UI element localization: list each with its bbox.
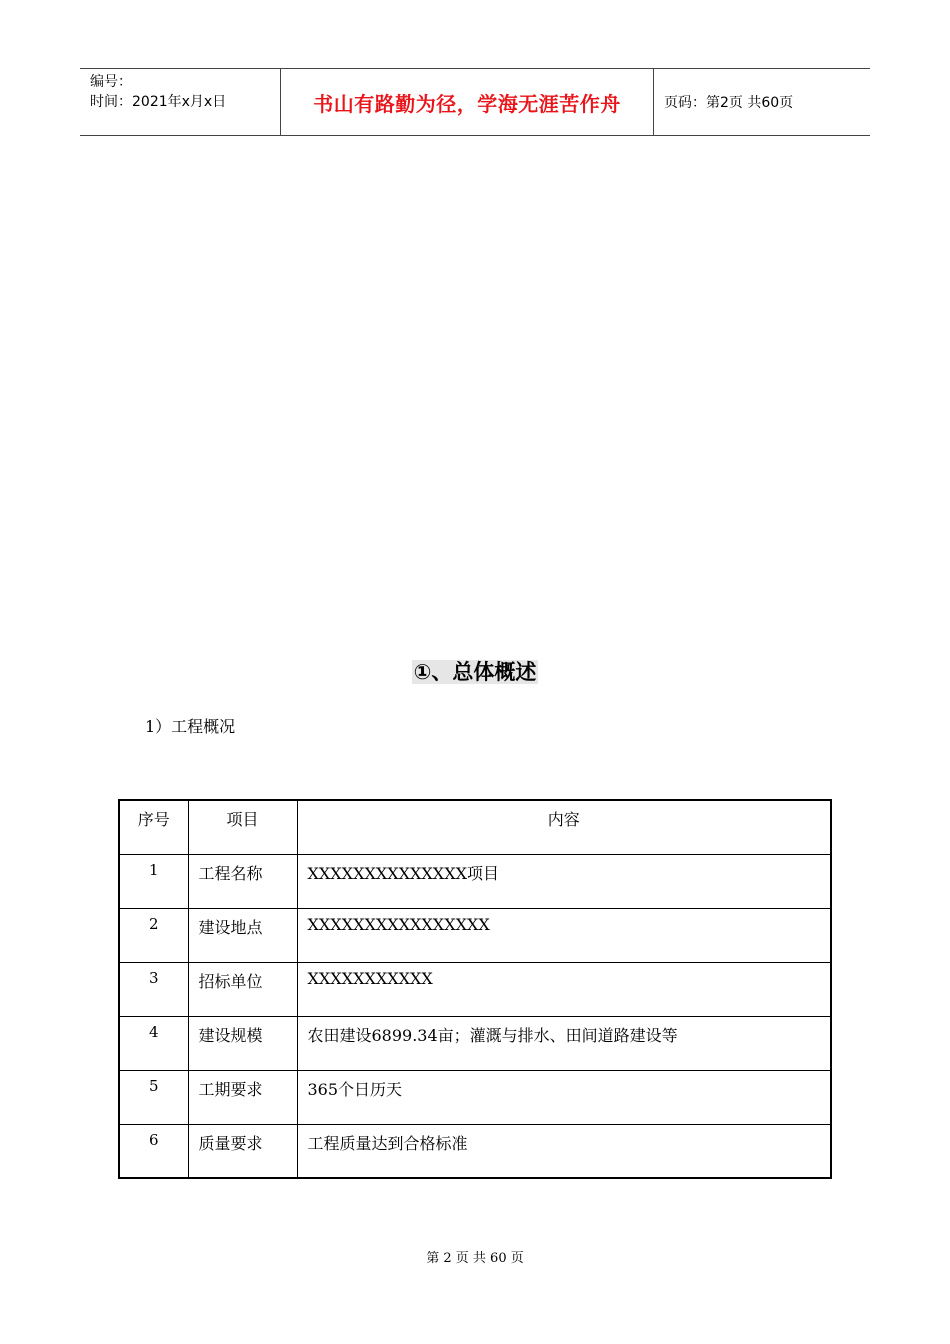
- row-content: 农田建设6899.34亩；灌溉与排水、田间道路建设等: [297, 1016, 831, 1070]
- table-row: [119, 962, 831, 1016]
- table-row: [119, 908, 831, 962]
- header-no: 序号: [119, 800, 188, 854]
- subheading: 1）工程概况: [145, 717, 236, 736]
- section-title: [0, 656, 950, 686]
- header-page-cell: [654, 69, 870, 135]
- row-item: 质量要求: [188, 1124, 297, 1178]
- row-content: 工程质量达到合格标准: [297, 1124, 831, 1178]
- row-content: XXXXXXXXXXXXXX项目: [297, 854, 831, 908]
- table-row: [119, 1124, 831, 1178]
- header-page-info: 页码：第2页 共60页: [664, 95, 794, 111]
- section-title-text: ①、总体概述: [413, 660, 537, 684]
- row-item: 建设规模: [188, 1016, 297, 1070]
- row-item: 建设地点: [188, 908, 297, 962]
- row-no: 6: [119, 1124, 188, 1178]
- row-item: 工期要求: [188, 1070, 297, 1124]
- header-meta-cell: [80, 69, 281, 135]
- page-footer: 第 2 页 共 60 页: [426, 1251, 524, 1266]
- project-overview-table: [118, 799, 832, 1179]
- row-no: 5: [119, 1070, 188, 1124]
- header-content: 内容: [297, 800, 831, 854]
- table-row: [119, 1016, 831, 1070]
- motto-text: 书山有路勤为径，学海无涯苦作舟: [313, 91, 621, 116]
- table-header-row: [119, 800, 831, 854]
- header-motto-cell: [281, 69, 654, 135]
- page-header: [80, 68, 870, 136]
- row-content: XXXXXXXXXXX: [297, 962, 831, 1016]
- row-item: 工程名称: [188, 854, 297, 908]
- header-item: 项目: [188, 800, 297, 854]
- row-content: 365个日历天: [297, 1070, 831, 1124]
- serial-label: 编号：: [90, 74, 132, 90]
- row-no: 2: [119, 908, 188, 962]
- row-content: XXXXXXXXXXXXXXXX: [297, 908, 831, 962]
- table-row: [119, 854, 831, 908]
- row-no: 1: [119, 854, 188, 908]
- date-text: 时间：2021年x月x日: [90, 94, 227, 110]
- table-row: [119, 1070, 831, 1124]
- row-item: 招标单位: [188, 962, 297, 1016]
- row-no: 4: [119, 1016, 188, 1070]
- row-no: 3: [119, 962, 188, 1016]
